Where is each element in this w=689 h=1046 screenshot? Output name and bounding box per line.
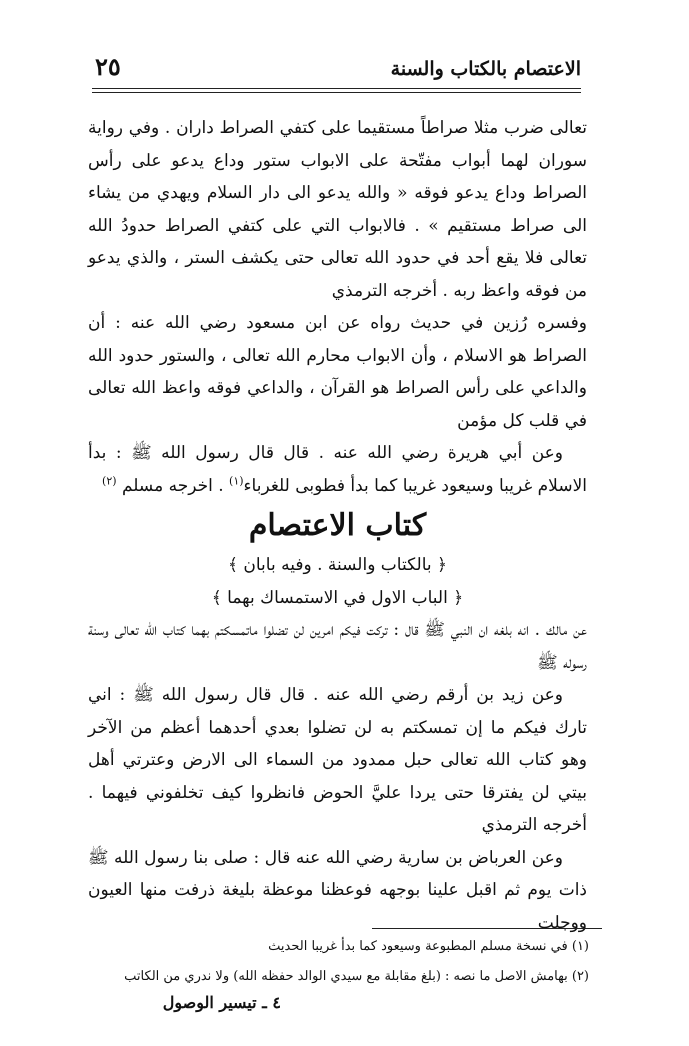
paragraph-text: . اخرجه مسلم xyxy=(116,475,230,496)
paragraph: وفسره رُزين في حديث رواه عن ابن مسعود رضي الله عنه : أن الصراط هو الاسلام ، وأن الابواب محارم الله تعالى ، والستور حدود الله والداعي على رأس الصراط هو القرآن ، والداعي فوقه واعظ الله تعالى في قلب كل مؤمن xyxy=(88,313,587,431)
footnote-marker: (١) xyxy=(229,473,244,487)
header-rule xyxy=(92,92,581,93)
signature-mark: ٤ ـ تيسير الوصول xyxy=(162,993,281,1012)
paragraph: تعالى ضرب مثلا صراطاً مستقيما على كتفي الصراط داران . وفي رواية سوران لهما أبواب مفتّحة على الابواب ستور وداع يدعو على رأس الصراط وداع يدعو فوقه « والله يدعو الى دار السلام ويهدي من يشاء الى صراط مستقيم » . فالابواب التي على كتفي الصراط حدودُ الله تعالى فلا يقع أحد في حدود الله تعالى حتى يكشف الستر ، والذي يدعو من فوقه واعظ ربه . أخرجه الترمذي xyxy=(88,118,587,301)
paragraph: وعن زيد بن أرقم رضي الله عنه . قال قال رسول الله ﷺ : اني تارك فيكم ما إن تمسكتم به لن تضلوا بعدي أحدهما أعظم من الآخر وهو كتاب الله تعالى حبل ممدود من السماء الى الارض وعترتي أهل بيتي لن يفترقا حتى يردا عليَّ الحوض فانظروا كيف تخلفوني فيهما . أخرجه الترمذي xyxy=(88,685,587,835)
page-number: ٢٥ xyxy=(95,52,121,81)
footnote: (١) في نسخة مسلم المطبوعة وسيعود كما بدأ غريبا الحديث xyxy=(268,939,589,954)
paragraph: عن مالك . انه بلغه ان النبي ﷺ قال : تركت فيكم امرين لن تضلوا ماتمسكتم بهما كتاب الله تعالى وسنة رسوله ﷺ xyxy=(88,620,587,673)
header-rule xyxy=(92,88,581,89)
chapter-subtitle: ﴿ بالكتاب والسنة . وفيه بابان ﴾ xyxy=(228,555,447,575)
footnote: (٢) بهامش الاصل ما نصه : (بلغ مقابلة مع سيدي الوالد حفظه الله) ولا ندري من الكاتب xyxy=(124,969,589,984)
footnotes xyxy=(88,932,589,992)
paragraph xyxy=(88,437,587,502)
footnote-rule xyxy=(372,928,602,929)
paragraph-text: وعن أبي هريرة رضي الله عنه . قال قال رسول الله ﷺ : بدأ الاسلام غريبا وسيعود غريبا كما بدأ فطوبى للغرباء xyxy=(88,443,587,496)
chapter-title: كتاب الاعتصام xyxy=(248,508,427,543)
running-header xyxy=(95,52,581,82)
footnote-marker: (٢) xyxy=(102,473,117,487)
section-heading: ﴿ الباب الاول في الاستمساك بهما ﴾ xyxy=(211,588,464,608)
page-body xyxy=(88,112,587,939)
running-title: الاعتصام بالكتاب والسنة xyxy=(390,58,581,80)
paragraph: وعن العرباض بن سارية رضي الله عنه قال : صلى بنا رسول الله ﷺ ذات يوم ثم اقبل علينا بوجهه فوعظنا موعظة بليغة ذرفت منها العيون ووجلت xyxy=(88,847,587,933)
